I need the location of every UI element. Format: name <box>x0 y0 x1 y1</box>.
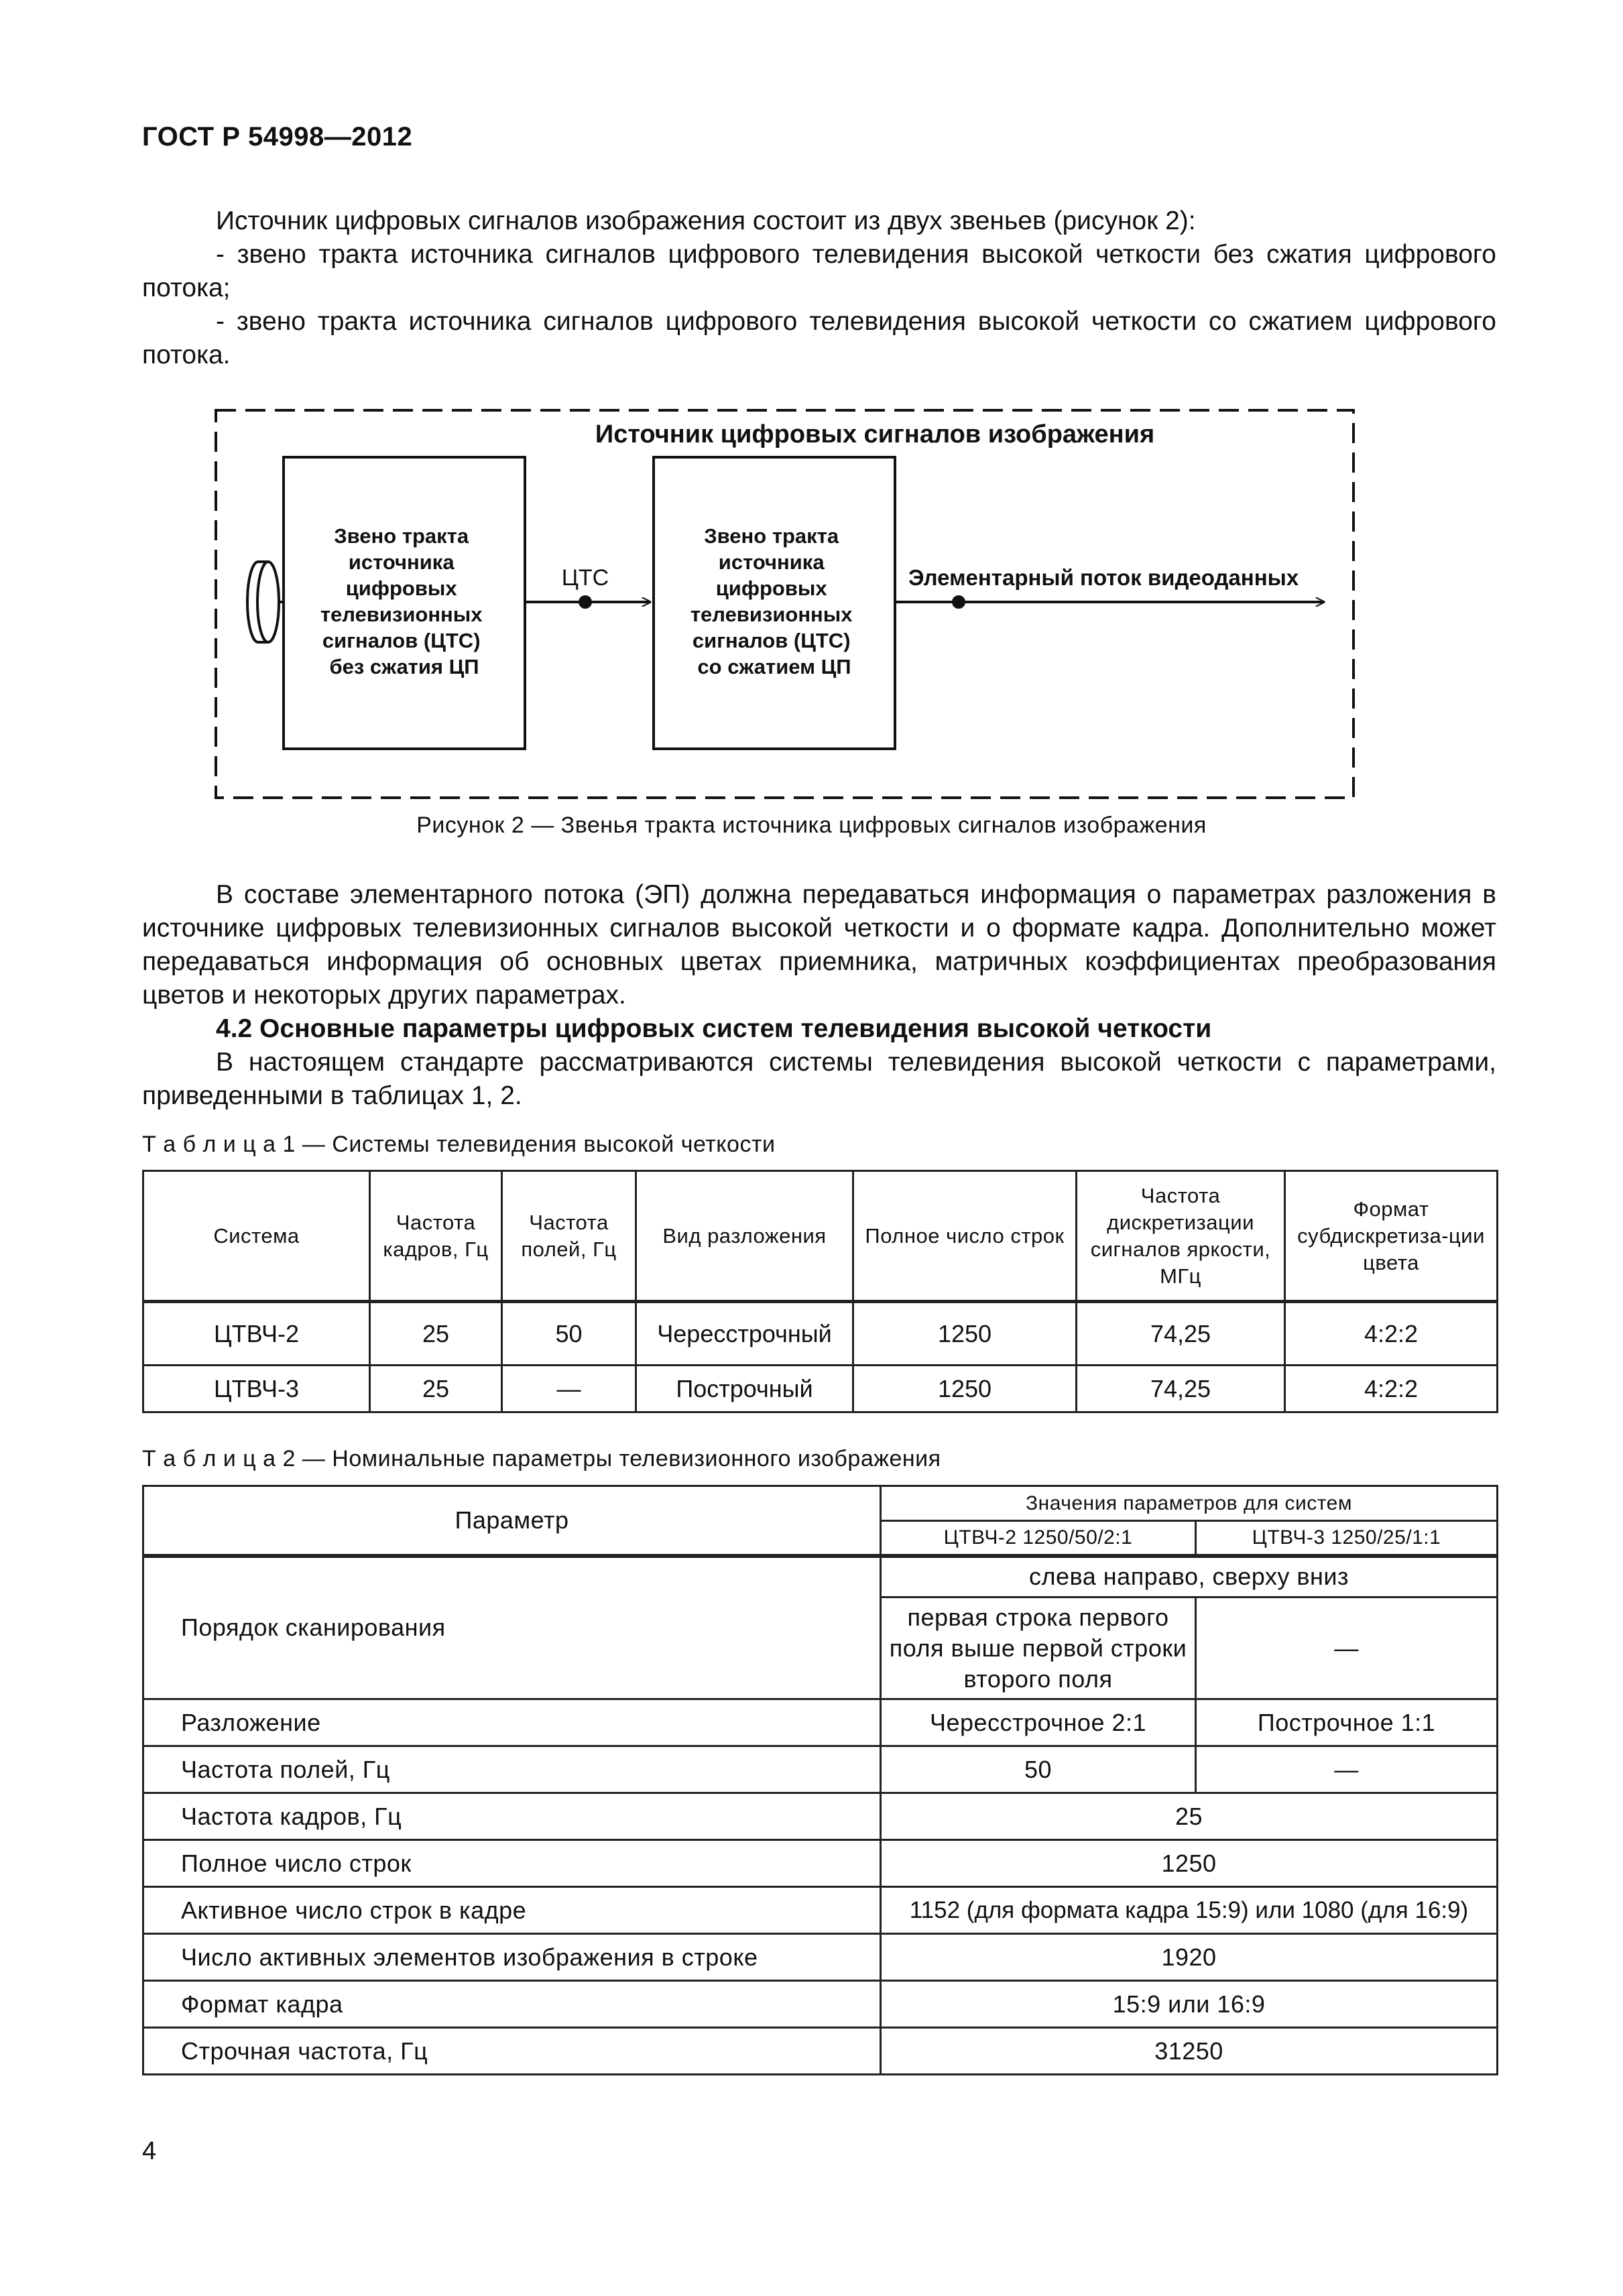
table-cell: Полное число строк <box>143 1840 881 1887</box>
table1-header-row <box>143 1171 1498 1302</box>
table-cell: Частота кадров, Гц <box>143 1793 881 1840</box>
table2-header-system-ctvch3: ЦТВЧ-3 1250/25/1:1 <box>1196 1521 1498 1556</box>
table1-hdtv-systems <box>142 1170 1498 1413</box>
table2-header-values: Значения параметров для систем <box>881 1486 1498 1521</box>
table1-caption: Т а б л и ц а 1 — Системы телевидения высокой четкости <box>142 1132 776 1157</box>
table-row <box>143 1887 1498 1934</box>
body-paragraph-ep: В составе элементарного потока (ЭП) должна передаваться информация о параметрах разложения в источнике цифровых телевизионных сигналов высокой четкости и о формате кадра. Дополнительно может передаваться информация об основных цветах приемника, матричных коэффициентах преобразования цветов и некоторых других параметрах. <box>142 880 1496 1010</box>
table-cell: 1250 <box>881 1840 1498 1887</box>
table-row <box>143 1366 1498 1412</box>
document-header: ГОСТ Р 54998—2012 <box>142 122 413 152</box>
table2-header-row <box>143 1486 1498 1521</box>
body-paragraph-tables: В настоящем стандарте рассматриваются системы телевидения высокой четкости с параметрами, приведенными в таблицах 1, 2. <box>142 1048 1496 1110</box>
table1-header-cell: Частота полей, Гц <box>502 1171 636 1302</box>
table-cell: — <box>502 1366 636 1412</box>
table-cell: 4:2:2 <box>1285 1366 1498 1412</box>
intro-paragraph-2: - звено тракта источника сигналов цифрового телевидения высокой четкости без сжатия цифрового потока; <box>142 240 1496 302</box>
table-cell: Построчный <box>636 1366 853 1412</box>
table-row <box>143 1556 1498 1597</box>
table-row <box>143 1981 1498 2028</box>
box-uncompressed-label: Звено тракта источника цифровых телевизионных сигналов (ЦТС) без сжатия ЦП <box>320 524 483 678</box>
table1-header-cell: Частота дискретизации сигналов яркости, МГц <box>1077 1171 1285 1302</box>
table-cell: — <box>1196 1597 1498 1699</box>
table-cell: ЦТВЧ-3 <box>143 1366 370 1412</box>
section-heading-4-2: 4.2 Основные параметры цифровых систем телевидения высокой четкости <box>216 1014 1212 1043</box>
table-cell: — <box>1196 1746 1498 1793</box>
intro-paragraph-3: - звено тракта источника сигналов цифрового телевидения высокой четкости со сжатием цифрового потока. <box>142 307 1496 369</box>
table-row <box>143 1699 1498 1746</box>
page-number: 4 <box>142 2137 157 2165</box>
table-cell: Построчное 1:1 <box>1196 1699 1498 1746</box>
table-cell: 31250 <box>881 2028 1498 2075</box>
cts-link-label: ЦТС <box>561 565 609 591</box>
table-cell: Активное число строк в кадре <box>143 1887 881 1934</box>
table1-header-cell: Система <box>143 1171 370 1302</box>
output-stream-label: Элементарный поток видеоданных <box>908 565 1299 590</box>
table-row <box>143 1840 1498 1887</box>
table1-header-cell: Полное число строк <box>853 1171 1077 1302</box>
table-cell: Частота полей, Гц <box>143 1746 881 1793</box>
figure-caption: Рисунок 2 — Звенья тракта источника цифровых сигналов изображения <box>416 812 1207 838</box>
table-cell: ЦТВЧ-2 <box>143 1302 370 1366</box>
table-cell: Строчная частота, Гц <box>143 2028 881 2075</box>
table-cell: Число активных элементов изображения в строке <box>143 1934 881 1981</box>
table-cell: Разложение <box>143 1699 881 1746</box>
table-cell: Формат кадра <box>143 1981 881 2028</box>
camera-icon <box>247 562 284 642</box>
table1-header-cell: Частота кадров, Гц <box>370 1171 502 1302</box>
table-row <box>143 1746 1498 1793</box>
table2-nominal-parameters <box>142 1485 1498 2075</box>
output-stream-dot <box>952 595 965 609</box>
table-cell: 15:9 или 16:9 <box>881 1981 1498 2028</box>
table-row <box>143 1793 1498 1840</box>
table-row <box>143 1302 1498 1366</box>
table-cell: 50 <box>881 1746 1196 1793</box>
table-row <box>143 1934 1498 1981</box>
table-cell: 74,25 <box>1077 1366 1285 1412</box>
table-cell: 25 <box>881 1793 1498 1840</box>
table1-header-cell: Формат субдискретиза-ции цвета <box>1285 1171 1498 1302</box>
table-cell: 1920 <box>881 1934 1498 1981</box>
table-cell: слева направо, сверху вниз <box>881 1556 1498 1597</box>
table-cell: 74,25 <box>1077 1302 1285 1366</box>
table-cell: Чересстрочный <box>636 1302 853 1366</box>
signal-chain-diagram <box>0 0 1623 838</box>
box-compressed-label: Звено тракта источника цифровых телевизионных сигналов (ЦТС) со сжатием ЦП <box>690 524 853 678</box>
table-cell: 1250 <box>853 1366 1077 1412</box>
table2-header-param: Параметр <box>143 1486 881 1556</box>
table-cell: 25 <box>370 1366 502 1412</box>
cts-link-dot <box>579 595 592 609</box>
table-cell: Порядок сканирования <box>143 1556 881 1699</box>
table2-header-system-ctvch2: ЦТВЧ-2 1250/50/2:1 <box>881 1521 1196 1556</box>
table-cell: первая строка первого поля выше первой строки второго поля <box>881 1597 1196 1699</box>
table-cell: 1250 <box>853 1302 1077 1366</box>
table-cell: 25 <box>370 1302 502 1366</box>
table-cell: 50 <box>502 1302 636 1366</box>
table-cell: 1152 (для формата кадра 15:9) или 1080 (для 16:9) <box>881 1887 1498 1934</box>
table-cell: Чересстрочное 2:1 <box>881 1699 1196 1746</box>
table2-caption: Т а б л и ц а 2 — Номинальные параметры телевизионного изображения <box>142 1446 941 1471</box>
table1-header-cell: Вид разложения <box>636 1171 853 1302</box>
intro-paragraph-1: Источник цифровых сигналов изображения состоит из двух звеньев (рисунок 2): <box>216 206 1196 235</box>
figure-title: Источник цифровых сигналов изображения <box>595 420 1155 448</box>
table-cell: 4:2:2 <box>1285 1302 1498 1366</box>
table-row <box>143 2028 1498 2075</box>
